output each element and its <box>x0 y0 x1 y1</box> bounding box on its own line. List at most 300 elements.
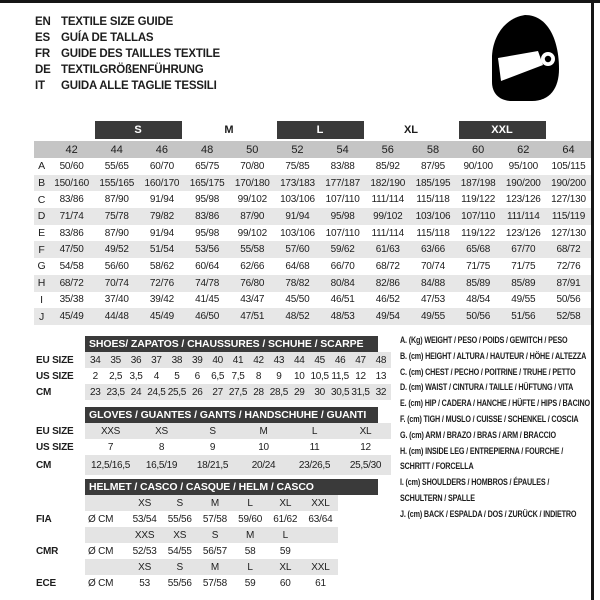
measurement-value-cell: 55/65 <box>104 160 129 172</box>
value-cell: 10,5 <box>310 370 329 382</box>
measurement-value-cell: 111/114 <box>371 227 405 239</box>
measurement-value-cell: 165/175 <box>189 177 225 189</box>
measurement-value-cell: 177/187 <box>325 177 360 189</box>
measurement-key: J <box>38 310 45 323</box>
helmet-value-cell: 54/55 <box>167 545 192 557</box>
language-row <box>35 30 220 46</box>
measurement-value-cell: 111/114 <box>507 210 540 222</box>
measurement-value-cell: 71/75 <box>511 260 536 272</box>
standard-label: CMR <box>36 545 59 557</box>
standard-label: ECE <box>36 577 56 589</box>
legend-line: SCHRITT / FORCELLA <box>400 461 474 472</box>
language-row <box>35 14 220 30</box>
legend-item <box>400 365 592 381</box>
legend-item <box>400 333 592 349</box>
measurement-key: A <box>38 160 45 173</box>
measurement-value-cell: 61/63 <box>375 244 400 256</box>
measurement-value-cell: 45/50 <box>285 294 310 306</box>
measurement-value-cell: 87/95 <box>420 160 445 172</box>
helmet-size-cell: M <box>210 561 219 573</box>
measurement-row <box>34 225 591 242</box>
value-cell: 24 <box>130 386 142 398</box>
language-code: IT <box>35 80 45 92</box>
value-cell: 35 <box>110 354 121 366</box>
measurement-value-cell: 103/106 <box>280 194 315 206</box>
measurement-value-cell: 79/82 <box>149 210 174 222</box>
legend-item <box>400 444 592 476</box>
measurement-row <box>34 308 591 325</box>
value-cell: 38 <box>171 354 183 366</box>
measurement-value-cell: 83/88 <box>330 160 355 172</box>
unit-cell: Ø CM <box>88 513 114 525</box>
measurement-value-cell: 107/110 <box>325 194 360 206</box>
measurement-value-cell: 51/56 <box>511 311 536 323</box>
value-cell: 28 <box>253 386 264 398</box>
measurement-value-cell: 47/50 <box>59 244 84 256</box>
helmet-value-row <box>36 575 392 591</box>
section-title-bar: SHOES/ ZAPATOS / CHAUSSURES / SCHUHE / SCARPE <box>85 336 378 352</box>
guide-title: GUIDE DES TAILLES TEXTILE <box>61 48 220 60</box>
measurement-value-cell: 46/51 <box>330 294 355 306</box>
value-cell: 27 <box>212 386 223 398</box>
value-cell: 2,5 <box>109 370 123 382</box>
measurement-value-cell: 95/100 <box>508 160 538 172</box>
value-cell: 4 <box>153 370 160 382</box>
measurement-value-cell: 51/54 <box>149 244 174 256</box>
measurement-value-cell: 107/110 <box>461 210 496 222</box>
size-header-row <box>34 141 591 158</box>
measurement-value-cell: 87/91 <box>556 277 581 289</box>
row-cells <box>85 439 391 455</box>
measurement-value-cell: 54/58 <box>59 260 84 272</box>
value-cell: 30,5 <box>330 386 350 398</box>
measurement-value-cell: 60/70 <box>149 160 174 172</box>
value-cell: XL <box>359 425 372 437</box>
row-cells <box>85 423 391 439</box>
size-header-cell: 64 <box>562 143 575 156</box>
value-cell: 8 <box>158 441 165 453</box>
legend-item <box>400 349 592 365</box>
value-cell: 23 <box>89 386 101 398</box>
measurement-value-cell: 41/45 <box>195 294 220 306</box>
helmet-size-cell: L <box>247 497 253 509</box>
helmet-size-cell: S <box>176 561 183 573</box>
value-cell: 11 <box>309 441 320 453</box>
measurement-value-cell: 71/74 <box>59 210 84 222</box>
value-cell: S <box>209 425 216 437</box>
measurement-value-cell: 85/89 <box>466 277 491 289</box>
measurement-value-cell: 74/78 <box>195 277 220 289</box>
measurement-value-cell: 185/195 <box>415 177 451 189</box>
measurement-value-cell: 95/98 <box>195 194 220 206</box>
legend-item <box>400 412 592 428</box>
measurement-value-cell: 49/55 <box>420 311 445 323</box>
measurement-value-cell: 123/126 <box>505 194 541 206</box>
measurement-value-cell: 111/114 <box>371 194 405 206</box>
size-header-cell: 50 <box>246 143 259 156</box>
measurement-value-cell: 127/130 <box>551 227 586 239</box>
value-cells <box>85 511 338 527</box>
measurement-value-cell: 46/52 <box>375 294 400 306</box>
value-cell: 30 <box>314 386 325 398</box>
measurement-value-cell: 115/118 <box>416 227 450 239</box>
guide-title: TEXTILGRÖßENFÜHRUNG <box>61 64 204 76</box>
measurement-key: D <box>37 210 46 223</box>
measurement-value-cell: 80/84 <box>330 277 355 289</box>
measurement-value-cell: 115/118 <box>416 194 450 206</box>
measurement-value-cell: 48/52 <box>285 311 310 323</box>
measurement-value-cell: 76/80 <box>240 277 265 289</box>
language-code: EN <box>35 16 51 28</box>
size-band-l: L <box>277 121 364 139</box>
measurement-value-cell: 60/64 <box>195 260 220 272</box>
section-title-bar: HELMET / CASCO / CASQUE / HELM / CASCO <box>85 479 378 495</box>
helmet-icon <box>488 12 563 109</box>
measurement-value-cell: 82/86 <box>375 277 400 289</box>
sub-table-row <box>36 439 392 455</box>
value-cell: 2 <box>92 370 98 382</box>
row-label: US SIZE <box>36 370 74 382</box>
helmet-size-cell: S <box>176 497 183 509</box>
value-cell: 9 <box>276 370 282 382</box>
measurement-value-cell: 64/68 <box>285 260 310 272</box>
helmet-value-cell: 60 <box>279 577 291 589</box>
value-cell: 34 <box>89 354 101 366</box>
value-cell: 36 <box>130 354 142 366</box>
helmet-value-cell: 55/56 <box>167 513 192 525</box>
language-row <box>35 78 220 94</box>
sub-table-row <box>36 368 392 384</box>
measurement-key: I <box>40 293 43 306</box>
measurement-value-cell: 46/50 <box>195 311 220 323</box>
measurement-value-cell: 173/183 <box>280 177 315 189</box>
helmet-value-cell: 63/64 <box>308 513 333 525</box>
legend-line: B. (cm) HEIGHT / ALTURA / HAUTEUR / HÖHE / ALTEZZA <box>400 350 587 361</box>
value-cell: 16,5/19 <box>145 459 178 471</box>
value-cell: 47 <box>355 354 366 366</box>
helmet-size-cell: L <box>247 561 253 573</box>
size-header-cell: 62 <box>517 143 530 156</box>
measurement-value-cell: 45/49 <box>59 311 84 323</box>
value-cell: 7 <box>107 441 114 453</box>
size-band-s: S <box>95 121 182 139</box>
value-cell: 10 <box>294 370 305 382</box>
value-cell: 23,5 <box>106 386 125 398</box>
measurement-value-cell: 85/89 <box>511 277 536 289</box>
legend-item <box>400 475 592 507</box>
size-cells <box>85 495 338 511</box>
value-cell: 40 <box>212 354 223 366</box>
measurement-value-cell: 49/54 <box>375 311 400 323</box>
measurement-value-cell: 50/60 <box>59 160 84 172</box>
measurement-value-cell: 65/75 <box>195 160 220 172</box>
helmet-size-cell: XXS <box>134 529 155 541</box>
gloves-size-table <box>36 407 392 475</box>
measurement-value-cell: 50/56 <box>556 294 581 306</box>
measurement-value-cell: 115/119 <box>551 210 586 222</box>
language-code: ES <box>35 32 50 44</box>
value-cell: 24,5 <box>147 386 166 398</box>
measurement-value-cell: 43/47 <box>240 294 265 306</box>
measurement-value-cell: 123/126 <box>505 227 541 239</box>
measurement-value-cell: 150/160 <box>54 177 89 189</box>
measurement-value-cell: 52/58 <box>556 311 581 323</box>
size-header-cell: 48 <box>200 143 214 156</box>
size-band-xl: XL <box>403 124 419 136</box>
row-label: CM <box>36 386 52 398</box>
helmet-size-cell: XS <box>138 497 152 509</box>
measurement-value-cell: 68/72 <box>375 260 400 272</box>
value-cell: 18/21,5 <box>196 459 229 471</box>
measurement-value-cell: 90/100 <box>463 160 493 172</box>
value-cell: 46 <box>334 354 346 366</box>
size-band-empty <box>548 121 592 139</box>
value-cell: 12 <box>355 370 366 382</box>
value-cell: 9 <box>209 441 216 453</box>
value-cell: 12,5/16,5 <box>90 459 130 471</box>
helmet-value-cell: 55/56 <box>167 577 192 589</box>
measurement-value-cell: 68/72 <box>556 244 581 256</box>
measurement-row <box>34 241 591 258</box>
measurement-value-cell: 87/90 <box>104 194 129 206</box>
measurement-value-cell: 37/40 <box>104 294 129 306</box>
section-title-row <box>36 336 392 352</box>
measurement-value-cell: 103/106 <box>280 227 315 239</box>
helmet-value-cell: 56/57 <box>202 545 227 557</box>
measurement-value-cell: 75/78 <box>104 210 129 222</box>
measurement-value-cell: 72/76 <box>556 260 581 272</box>
value-cell: 43 <box>273 354 285 366</box>
value-cell: 6 <box>194 370 200 382</box>
helmet-size-cell: XS <box>138 561 152 573</box>
measurement-value-cell: 45/49 <box>149 311 174 323</box>
value-cell: 39 <box>191 354 203 366</box>
helmet-value-cell: 57/58 <box>202 577 227 589</box>
measurement-key: E <box>38 227 45 240</box>
value-cell: 48 <box>375 354 387 366</box>
sub-table-row <box>36 384 392 400</box>
measurement-row <box>34 158 591 175</box>
measurement-value-cell: 62/66 <box>240 260 265 272</box>
measurement-key: F <box>38 243 45 256</box>
section-title-row <box>36 479 392 495</box>
measurement-key: G <box>37 260 46 273</box>
legend-line: J. (cm) BACK / ESPALDA / DOS / ZURÜCK / INDIETRO <box>400 508 577 519</box>
size-header-cell: 44 <box>110 143 123 156</box>
measurement-value-cell: 87/90 <box>104 227 129 239</box>
row-label: EU SIZE <box>36 354 74 366</box>
value-cell: 5 <box>174 370 180 382</box>
measurement-value-cell: 155/165 <box>99 177 135 189</box>
value-cell: 29 <box>294 386 305 398</box>
legend-line: E. (cm) HIP / CADERA / HANCHE / HÜFTE / HIPS / BACINO <box>400 398 590 409</box>
measurement-value-cell: 105/115 <box>551 160 586 172</box>
sub-table-row <box>36 352 392 368</box>
value-cells <box>85 543 338 559</box>
language-code: FR <box>35 48 50 60</box>
measurement-value-cell: 83/86 <box>195 210 220 222</box>
measurement-key: B <box>38 177 45 190</box>
measurement-value-cell: 103/106 <box>415 210 451 222</box>
value-cell: 10 <box>258 441 269 453</box>
helmet-value-cell: 57/58 <box>202 513 227 525</box>
measurement-row <box>34 258 591 275</box>
value-cell: 23/26,5 <box>298 459 331 471</box>
legend-item <box>400 507 592 523</box>
measurement-value-cell: 91/94 <box>149 227 174 239</box>
value-cell: 28,5 <box>269 386 288 398</box>
measurement-value-cell: 119/122 <box>461 227 496 239</box>
measurement-value-cell: 91/94 <box>285 210 310 222</box>
value-cell: 37 <box>151 354 162 366</box>
helmet-value-cell: 58 <box>244 545 256 557</box>
measurement-value-cell: 83/86 <box>59 227 84 239</box>
helmet-size-cell: XS <box>173 529 187 541</box>
sub-table-row <box>36 423 392 439</box>
value-cell: 41 <box>232 354 244 366</box>
measurement-value-cell: 49/55 <box>511 294 536 306</box>
measurement-value-cell: 95/98 <box>330 210 355 222</box>
value-cell: 44 <box>294 354 305 366</box>
measurement-value-cell: 119/122 <box>461 194 496 206</box>
size-cells <box>85 559 338 575</box>
helmet-size-cell: XL <box>279 561 292 573</box>
measurement-value-cell: 182/190 <box>370 177 406 189</box>
measurement-key: H <box>37 277 46 290</box>
measurement-value-cell: 83/86 <box>59 194 84 206</box>
helmet-value-cell: 52/53 <box>132 545 157 557</box>
helmet-value-cell: 53 <box>139 577 150 589</box>
measurement-value-cell: 72/76 <box>149 277 174 289</box>
shoes-size-table <box>36 336 392 400</box>
value-cell: 8 <box>255 370 262 382</box>
standard-label: FIA <box>36 513 52 525</box>
sub-table-row <box>36 455 392 475</box>
value-cell: XXS <box>100 425 121 437</box>
row-cells <box>85 384 391 400</box>
measurement-value-cell: 70/80 <box>240 160 265 172</box>
helmet-size-cell: M <box>210 497 219 509</box>
helmet-size-cell: L <box>282 529 288 541</box>
value-cell: 32 <box>375 386 387 398</box>
measurement-value-cell: 65/68 <box>466 244 491 256</box>
measurement-value-cell: 44/48 <box>104 311 129 323</box>
row-cells <box>85 352 391 368</box>
measurement-value-cell: 87/90 <box>240 210 265 222</box>
helmet-value-cell: 59 <box>244 577 256 589</box>
measurement-value-cell: 57/60 <box>285 244 310 256</box>
language-title-list <box>35 14 220 94</box>
measurement-value-cell: 66/70 <box>330 260 355 272</box>
size-header-cell: 54 <box>336 143 349 156</box>
measurement-value-cell: 75/85 <box>285 160 310 172</box>
helmet-size-cell: XXL <box>311 561 330 573</box>
measurement-value-cell: 39/42 <box>149 294 174 306</box>
size-cells <box>85 527 338 543</box>
measurement-row <box>34 175 591 192</box>
measurement-value-cell: 95/98 <box>195 227 220 239</box>
size-header-cell: 42 <box>65 143 78 156</box>
measurement-value-cell: 47/53 <box>420 294 445 306</box>
measurement-value-cell: 53/56 <box>195 244 220 256</box>
helmet-size-cell: M <box>246 529 255 541</box>
measurement-value-cell: 107/110 <box>325 227 360 239</box>
measurement-value-cell: 50/56 <box>466 311 491 323</box>
language-row <box>35 62 220 78</box>
measurement-value-cell: 59/62 <box>330 244 355 256</box>
value-cell: M <box>259 425 268 437</box>
measurement-key: C <box>37 193 46 206</box>
measurement-value-cell: 127/130 <box>551 194 586 206</box>
helmet-size-row <box>36 527 392 543</box>
measurement-value-cell: 55/58 <box>240 244 265 256</box>
legend-line: D. (cm) WAIST / CINTURA / TAILLE / HÜFTUNG / VITA <box>400 382 574 393</box>
measurement-row <box>34 275 591 292</box>
helmet-size-row <box>36 495 392 511</box>
measurement-value-cell: 190/200 <box>505 177 541 189</box>
helmet-size-table <box>36 479 392 591</box>
helmet-value-cell: 61/62 <box>273 513 298 525</box>
helmet-value-cell: 61 <box>315 577 326 589</box>
measurement-value-cell: 70/74 <box>420 260 445 272</box>
helmet-value-cell: 53/54 <box>132 513 157 525</box>
guide-title: GUIDA ALLE TAGLIE TESSILI <box>61 80 217 92</box>
row-cells <box>85 368 391 384</box>
measurement-value-cell: 56/60 <box>104 260 129 272</box>
size-header-cell: 46 <box>155 143 169 156</box>
measurement-value-cell: 35/38 <box>59 294 84 306</box>
measurement-row <box>34 191 591 208</box>
value-cell: 31,5 <box>351 386 370 398</box>
measurement-value-cell: 91/94 <box>149 194 174 206</box>
legend-line: C. (cm) CHEST / PECHO / POITRINE / TRUHE / PETTO <box>400 366 576 377</box>
helmet-size-row <box>36 559 392 575</box>
size-header-cell: 60 <box>472 143 485 156</box>
measurement-value-cell: 70/74 <box>104 277 129 289</box>
value-cell: 7,5 <box>231 370 245 382</box>
language-code: DE <box>35 64 51 76</box>
value-cell: 20/24 <box>251 459 276 471</box>
legend-line: F. (cm) TIGH / MUSLO / CUISSE / SCHENKEL / COSCIA <box>400 413 579 424</box>
size-band-empty <box>49 121 93 139</box>
value-cell: 11,5 <box>331 370 349 382</box>
size-header-cell: 52 <box>291 143 304 156</box>
value-cell: 13 <box>375 370 387 382</box>
helmet-value-cell: 59 <box>279 545 291 557</box>
top-border-line <box>0 0 600 3</box>
measurement-value-cell: 99/102 <box>373 210 403 222</box>
size-header-cell: 58 <box>426 143 440 156</box>
helmet-value-row <box>36 543 392 559</box>
value-cell: 25,5 <box>167 386 186 398</box>
language-row <box>35 46 220 62</box>
legend-item <box>400 396 592 412</box>
measurement-value-cell: 71/75 <box>466 260 491 272</box>
legend-item <box>400 380 592 396</box>
legend-item <box>400 428 592 444</box>
measurement-value-cell: 49/52 <box>104 244 129 256</box>
value-cells <box>85 575 338 591</box>
measurement-value-cell: 58/62 <box>149 260 174 272</box>
guide-title: TEXTILE SIZE GUIDE <box>61 16 174 28</box>
measurement-row <box>34 208 591 225</box>
unit-cell: Ø CM <box>88 577 114 589</box>
measurement-value-cell: 170/180 <box>234 177 270 189</box>
measurement-value-cell: 67/70 <box>511 244 536 256</box>
value-cell: 6,5 <box>211 370 225 382</box>
measurement-value-cell: 190/200 <box>551 177 586 189</box>
value-cell: L <box>311 425 318 437</box>
